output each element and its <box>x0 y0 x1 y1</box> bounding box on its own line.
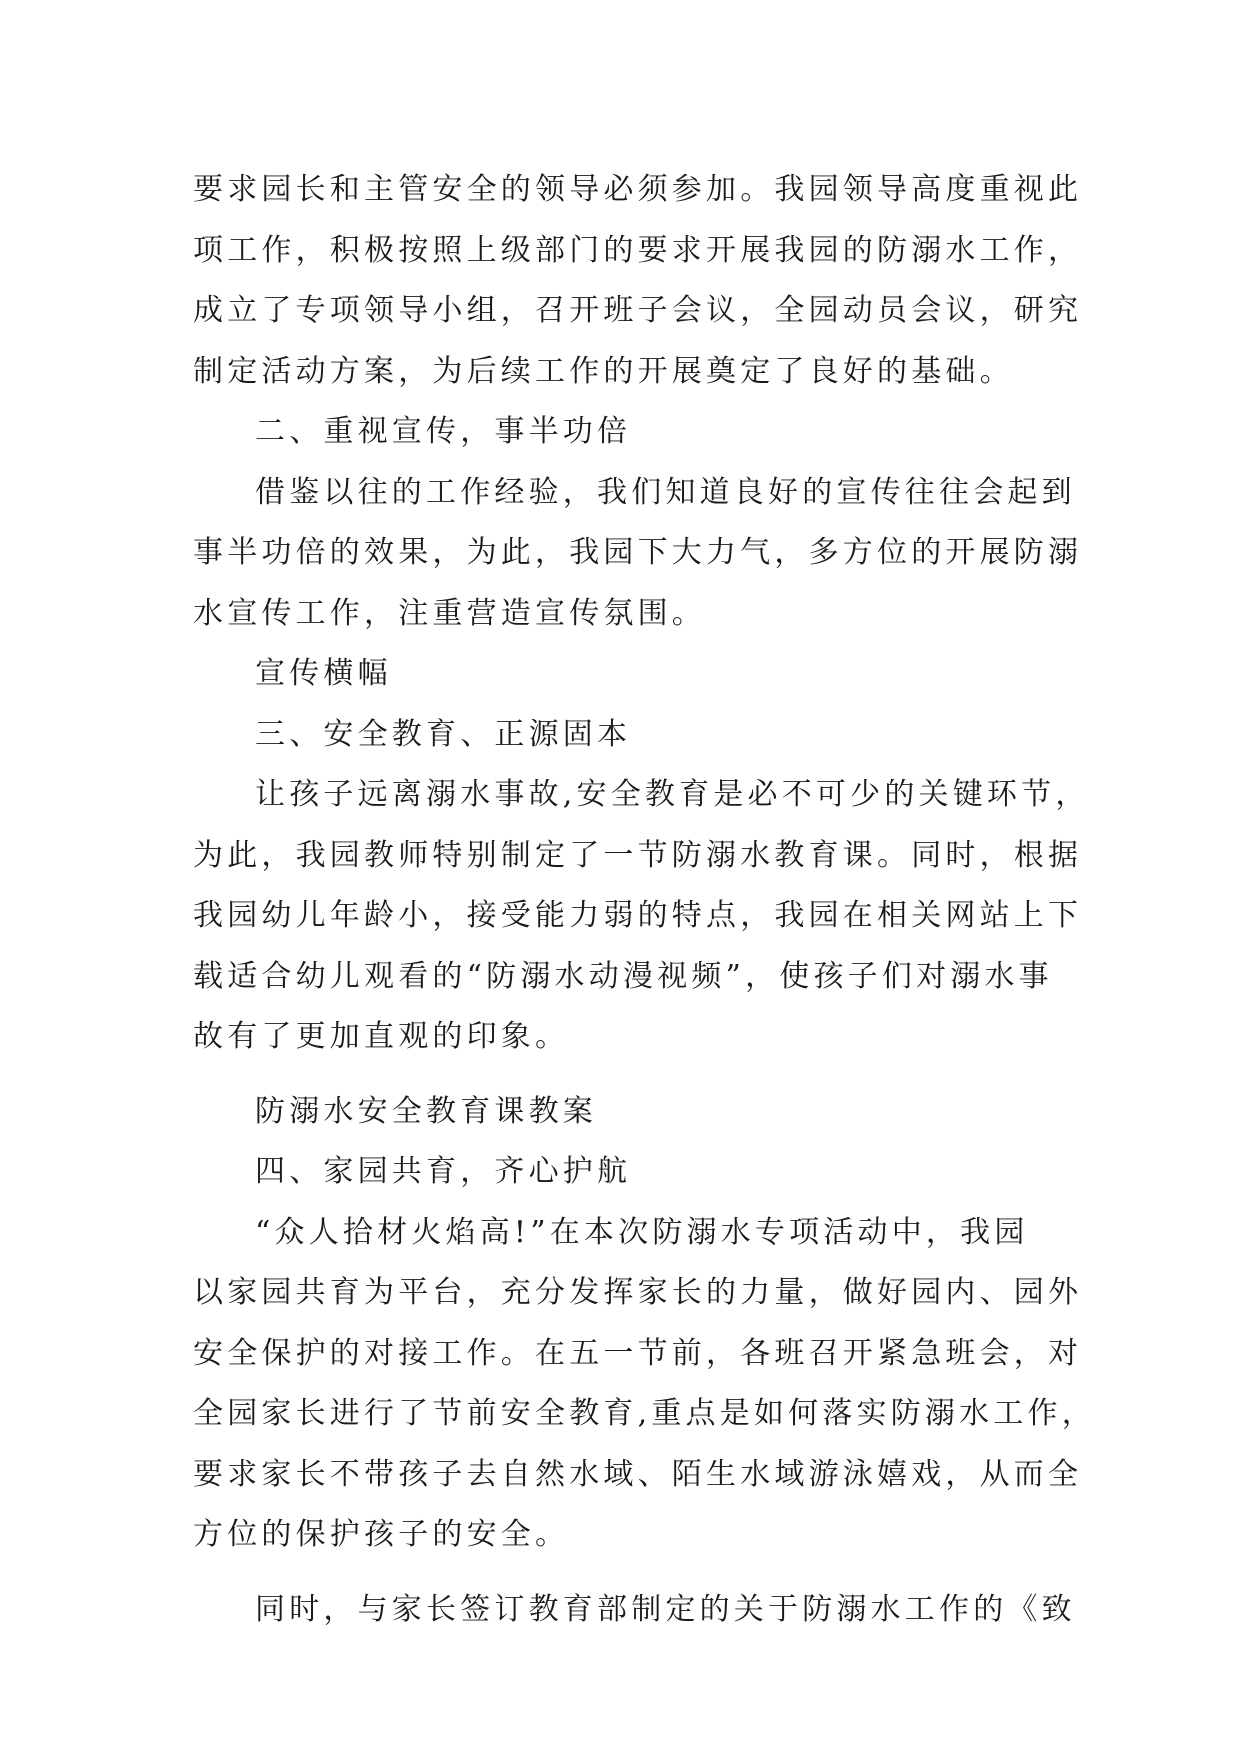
paragraph-line: 载适合幼儿观看的“防溺水动漫视频”，使孩子们对溺水事 <box>193 958 1053 994</box>
paragraph-line: 故有了更加直观的印象。 <box>193 1019 570 1054</box>
section-heading: 二、重视宣传，事半功倍 <box>255 414 632 449</box>
paragraph-line: 要求园长和主管安全的领导必须参加。我园领导高度重视此 <box>193 172 1083 207</box>
paragraph-line: 同时，与家长签订教育部制定的关于防溺水工作的《致 <box>255 1591 1076 1627</box>
paragraph-line: 事半功倍的效果，为此，我园下大力气，多方位的开展防溺 <box>193 535 1083 570</box>
paragraph-line: “众人拾材火焰高!”在本次防溺水专项活动中，我园 <box>255 1214 1029 1250</box>
paragraph-line: 水宣传工作，注重营造宣传氛围。 <box>193 595 706 631</box>
image-caption: 宣传横幅 <box>255 656 392 691</box>
section-heading: 三、安全教育、正源固本 <box>255 716 632 752</box>
paragraph-line: 借鉴以往的工作经验，我们知道良好的宣传往往会起到 <box>255 474 1076 510</box>
spacer <box>193 1566 1053 1580</box>
paragraph-line: 我园幼儿年龄小，接受能力弱的特点，我园在相关网站上下 <box>193 898 1083 933</box>
paragraph-line: 制定活动方案，为后续工作的开展奠定了良好的基础。 <box>193 353 1014 389</box>
paragraph-line: 让孩子远离溺水事故,安全教育是必不可少的关键环节， <box>255 777 1090 812</box>
paragraph-line: 为此，我园教师特别制定了一节防溺水教育课。同时，根据 <box>193 837 1083 873</box>
paragraph-line: 成立了专项领导小组，召开班子会议，全园动员会议，研究 <box>193 293 1083 328</box>
section-heading: 四、家园共育，齐心护航 <box>255 1154 632 1189</box>
document-body <box>193 160 1096 1640</box>
paragraph-line: 方位的保护孩子的安全。 <box>193 1517 570 1552</box>
paragraph-line: 全园家长进行了节前安全教育,重点是如何落实防溺水工作， <box>193 1396 1096 1431</box>
image-caption: 防溺水安全教育课教案 <box>255 1093 597 1129</box>
paragraph-line: 要求家长不带孩子去自然水域、陌生水域游泳嬉戏，从而全 <box>193 1456 1083 1492</box>
paragraph-line: 安全保护的对接工作。在五一节前，各班召开紧急班会，对 <box>193 1335 1083 1371</box>
spacer <box>193 1068 1053 1082</box>
paragraph-line: 以家园共育为平台，充分发挥家长的力量，做好园内、园外 <box>193 1275 1083 1310</box>
paragraph-line: 项工作，积极按照上级部门的要求开展我园的防溺水工作， <box>193 232 1083 268</box>
